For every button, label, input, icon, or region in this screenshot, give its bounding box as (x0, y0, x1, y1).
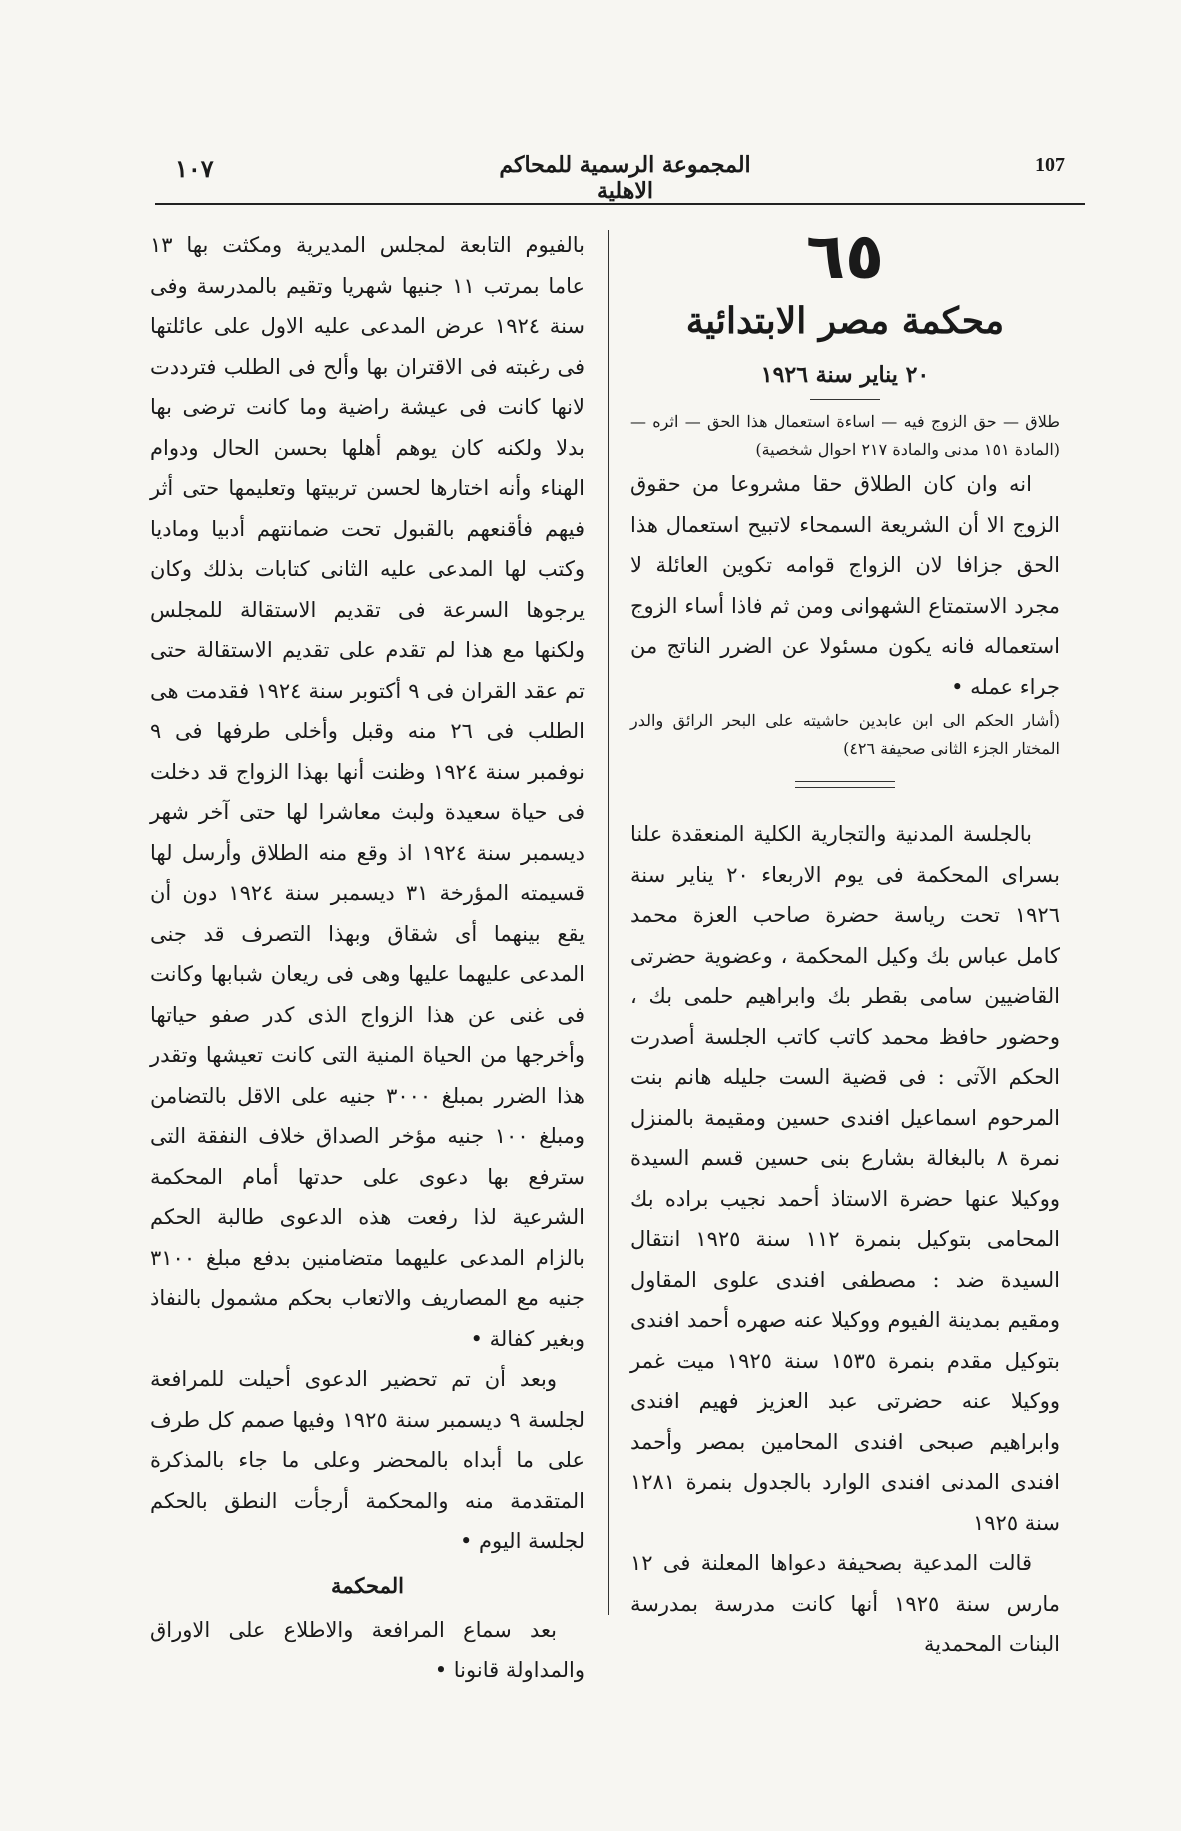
double-rule (795, 781, 895, 788)
right-column (630, 220, 1061, 1665)
case-number: ٦٥ (805, 220, 885, 294)
section-heading: المحكمة (331, 1572, 404, 1598)
court-name: محكمة مصر الابتدائية (685, 300, 1005, 342)
claim-paragraph: قالت المدعية بصحيفة دعواها المعلنة فى ١٢ مارس سنة ١٩٢٥ أنها كانت مدرسة بمدرسة البنات المحمدية (630, 1551, 1061, 1656)
legal-principle: انه وان كان الطلاق حقا مشروعا من حقوق الزوج الا أن الشريعة السمحاء لاتبيح استعمال هذا الحق جزافا لان الزواج قوامه تكوين العائلة لا مجرد الاستمتاع الشهوانى ومن ثم فاذا أساء الزوج استعماله فانه يكون مسئولا عن الضرر الناتج من جراء عمله • (630, 472, 1060, 699)
page-number-latin: 107 (1035, 154, 1065, 176)
page-number-arabic: ١٠٧ (175, 154, 214, 183)
court-paragraph: بعد سماع المرافعة والاطلاع على الاوراق والمداولة قانونا • (150, 1617, 585, 1682)
page-header (155, 150, 1085, 204)
case-date: ٢٠ يناير سنة ١٩٢٦ (760, 362, 930, 388)
session-paragraph: بالجلسة المدنية والتجارية الكلية المنعقدة علنا بسراى المحكمة فى يوم الاربعاء ٢٠ يناير سنة ١٩٢٦ تحت رياسة حضرة صاحب العزة محمد كامل عباس بك وكيل المحكمة ، وعضوية حضرتى القاضيين سامى بقطر بك وابراهيم حلمى بك ، وحضور حافظ محمد كاتب كاتب الجلسة أصدرت الحكم الآتى : فى قضية الست جليله هانم بنت المرحوم اسماعيل افندى حسين ومقيمة بالمنزل نمرة ٨ بالبغالة بشارع بنى حسين قسم السيدة ووكيلا عنها حضرة الاستاذ أحمد نجيب براده بك المحامى بتوكيل بنمرة ١١٢ سنة ١٩٢٥ انتقال السيدة ضد : مصطفى افندى علوى المقاول ومقيم بمدينة الفيوم ووكيلا عنه صهره أحمد افندى بتوكيل مقدم بنمرة ١٥٣٥ سنة ١٩٢٥ ميت غمر ووكيلا عنه حضرتى عبد العزيز فهيم افندى وابراهيم صبحى افندى المحامين بمصر وأحمد افندى المدنى افندى الوارد بالجدول بنمرة ١٢٨١ سنة ١٩٢٥ (630, 822, 1060, 1535)
reference-note: (أشار الحكم الى ابن عابدين حاشيته على البحر الرائق والدر المختار الجزء الثانى صحيفة ٤٢٦) (630, 711, 1060, 758)
facts-paragraph: بالفيوم التابعة لمجلس المديرية ومكثت بها ١٣ عاما بمرتب ١١ جنيها شهريا وتقيم بالمدرسة وفى سنة ١٩٢٤ عرض المدعى عليه الاول على عائلتها فى رغبته فى الاقتران بها وألح فى الطلب فترددت لانها كانت فى عيشة راضية وما كانت ترضى بها بدلا ولكنه كان يوهم أهلها بحسن الحال ودوام الهناء وأنه اختارها لحسن تربيتها وتعليمها حتى أثر فيهم فأقنعهم بالقبول تحت ضمانتهم أدبيا وماديا وكتب لها المدعى عليه الثانى كتابات بذلك وكان يرجوها السرعة فى تقديم الاستقالة للمجلس ولكنها مع هذا لم تقدم على تقديم الاستقالة حتى تم عقد القران فى ٩ أكتوبر سنة ١٩٢٤ فقدمت هى الطلب فى ٢٦ منه وقبل وأخلى طرفها فى ٩ نوفمبر سنة ١٩٢٤ وظنت أنها بهذا الزواج قد دخلت فى حياة سعيدة ولبث معاشرا لها حتى آخر شهر ديسمبر سنة ١٩٢٤ اذ وقع منه الطلاق وأرسل لها قسيمته المؤرخة ٣١ ديسمبر سنة ١٩٢٤ دون أن يقع بينهما أى شقاق وبهذا التصرف قد جنى المدعى عليهما عليها وهى فى ريعان شبابها وكانت فى غنى عن هذا الزواج الذى كدر صفو حياتها وأخرجها من الحياة المنية التى كانت تعيشها وتقدر هذا الضرر بمبلغ ٣٠٠٠ جنيه على الاقل بالتضامن ومبلغ ١٠٠ جنيه مؤخر الصداق خلاف النفقة التى سترفع بها دعوى على حدتها أمام المحكمة الشرعية لذا رفعت هذه الدعوى طالبة الحكم بالزام المدعى عليهما متضامنين بدفع مبلغ ٣١٠٠ جنيه مع المصاريف والاتعاب بحكم مشمول بالنفاذ وبغير كفالة • (150, 233, 586, 1351)
running-title: المجموعة الرسمية للمحاكم الاهلية (499, 152, 751, 204)
column-divider (608, 230, 609, 1615)
procedure-paragraph: وبعد أن تم تحضير الدعوى أحيلت للمرافعة لجلسة ٩ ديسمبر سنة ١٩٢٥ وفيها صمم كل طرف على ما أبداه بالمحضر وعلى ما جاء بالمذكرة المتقدمة منه والمحكمة أرجأت النطق بالحكم لجلسة اليوم • (150, 1367, 586, 1553)
left-column (150, 225, 585, 1691)
header-rule (155, 203, 1085, 205)
short-rule (810, 399, 880, 400)
case-keywords: طلاق — حق الزوج فيه — اساءة استعمال هذا الحق — اثره — (المادة ١٥١ مدنى والمادة ٢١٧ احوال شخصية) (630, 412, 1060, 459)
